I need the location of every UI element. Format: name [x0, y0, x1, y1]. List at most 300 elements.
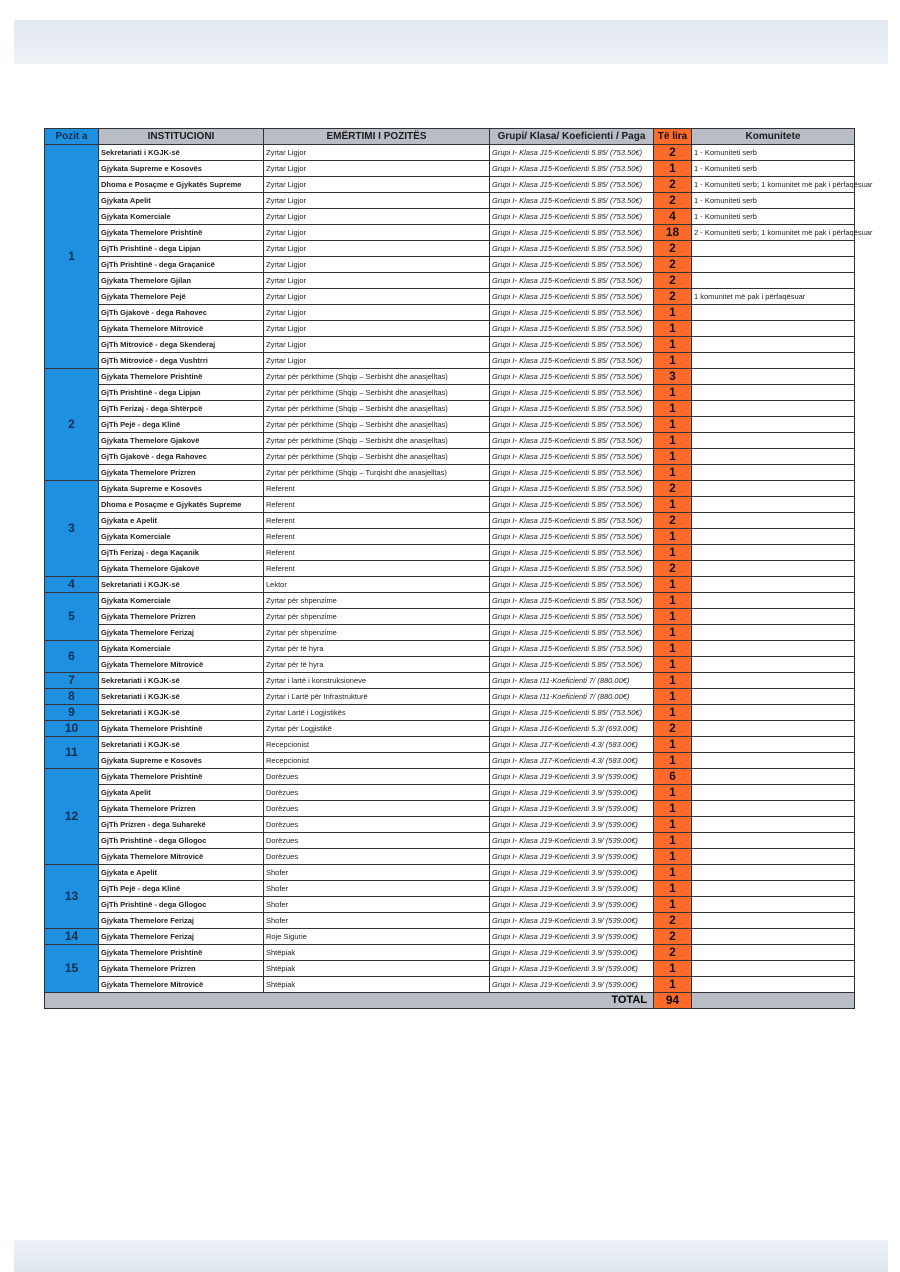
grade-salary-cell: Grupi I- Klasa J15-Koeficienti 5.85/ (753.50€) — [490, 273, 654, 289]
header-row — [45, 129, 855, 145]
table-row — [45, 769, 855, 785]
grade-salary-cell: Grupi I- Klasa J15-Koeficienti 5.85/ (753.50€) — [490, 225, 654, 241]
grade-salary-cell: Grupi I- Klasa J15-Koeficienti 5.85/ (753.50€) — [490, 289, 654, 305]
institucioni-cell: GjTh Pejë - dega Klinë — [99, 881, 264, 897]
position-title-cell: Zyrtar për përkthime (Shqip – Serbisht dhe anasjelltas) — [264, 417, 490, 433]
vacancies-count-cell: 1 — [654, 401, 692, 417]
position-number: 9 — [45, 705, 99, 721]
total-row — [45, 993, 855, 1009]
grade-salary-cell: Grupi I- Klasa J15-Koeficienti 5.85/ (753.50€) — [490, 705, 654, 721]
institucioni-cell: GjTh Ferizaj - dega Kaçanik — [99, 545, 264, 561]
vacancy-table — [44, 128, 873, 1009]
vacancies-count-cell: 2 — [654, 241, 692, 257]
vacancies-count-cell: 1 — [654, 609, 692, 625]
institucioni-cell: Gjykata Themelore Mitrovicë — [99, 321, 264, 337]
communities-cell: 1 - Komuniteti serb; 1 komunitet më pak i përfaqësuar — [692, 177, 855, 193]
position-title-cell: Zyrtar Ligjor — [264, 353, 490, 369]
grade-salary-cell: Grupi I- Klasa J15-Koeficienti 5.85/ (753.50€) — [490, 529, 654, 545]
vacancies-count-cell: 2 — [654, 481, 692, 497]
communities-cell — [692, 449, 855, 465]
grade-salary-cell: Grupi I- Klasa J19-Koeficienti 3.9/ (539.00€) — [490, 769, 654, 785]
position-title-cell: Zyrtar për përkthime (Shqip – Serbisht dhe anasjelltas) — [264, 449, 490, 465]
communities-cell: 1 - Komuniteti serb — [692, 193, 855, 209]
grade-salary-cell: Grupi I- Klasa I11-Koeficienti 7/ (880.00€) — [490, 673, 654, 689]
table-row — [45, 481, 855, 497]
grade-salary-cell: Grupi I- Klasa J17-Koeficienti 4.3/ (583.00€) — [490, 737, 654, 753]
table-row — [45, 833, 855, 849]
communities-cell: 1 - Komuniteti serb — [692, 145, 855, 161]
vacancies-count-cell: 1 — [654, 577, 692, 593]
table-row — [45, 241, 855, 257]
institucioni-cell: Gjykata Apelit — [99, 785, 264, 801]
grade-salary-cell: Grupi I- Klasa J15-Koeficienti 5.85/ (753.50€) — [490, 561, 654, 577]
grade-salary-cell: Grupi I- Klasa J15-Koeficienti 5.85/ (753.50€) — [490, 241, 654, 257]
institucioni-cell: Gjykata Supreme e Kosovës — [99, 481, 264, 497]
vacancies-count-cell: 1 — [654, 833, 692, 849]
position-number: 14 — [45, 929, 99, 945]
position-title-cell: Referent — [264, 529, 490, 545]
vacancies-count-cell: 2 — [654, 145, 692, 161]
vacancies-count-cell: 1 — [654, 497, 692, 513]
communities-cell — [692, 481, 855, 497]
communities-cell — [692, 929, 855, 945]
institucioni-cell: Gjykata Themelore Prizren — [99, 465, 264, 481]
vacancies-count-cell: 1 — [654, 385, 692, 401]
grade-salary-cell: Grupi I- Klasa J15-Koeficienti 5.85/ (753.50€) — [490, 657, 654, 673]
vacancies-count-cell: 2 — [654, 561, 692, 577]
grade-salary-cell: Grupi I- Klasa J15-Koeficienti 5.85/ (753.50€) — [490, 625, 654, 641]
vacancies-count-cell: 1 — [654, 625, 692, 641]
institucioni-cell: Gjykata Komerciale — [99, 529, 264, 545]
vacancies-count-cell: 1 — [654, 817, 692, 833]
position-title-cell: Recepcionist — [264, 737, 490, 753]
vacancies-count-cell: 1 — [654, 673, 692, 689]
table-row — [45, 545, 855, 561]
grade-salary-cell: Grupi I- Klasa J19-Koeficienti 3.9/ (539.00€) — [490, 801, 654, 817]
table-row — [45, 689, 855, 705]
institucioni-cell: Sekretariati i KGJK-së — [99, 673, 264, 689]
institucioni-cell: Dhoma e Posaçme e Gjykatës Supreme — [99, 497, 264, 513]
table-row — [45, 177, 855, 193]
position-number: 2 — [45, 369, 99, 481]
grade-salary-cell: Grupi I- Klasa J15-Koeficienti 5.85/ (753.50€) — [490, 433, 654, 449]
position-title-cell: Zyrtar për shpenzime — [264, 593, 490, 609]
institucioni-cell: GjTh Prishtinë - dega Gllogoc — [99, 833, 264, 849]
table-row — [45, 369, 855, 385]
position-title-cell: Zyrtar Ligjor — [264, 161, 490, 177]
position-title-cell: Shtëpiak — [264, 977, 490, 993]
position-number: 12 — [45, 769, 99, 865]
institucioni-cell: Gjykata Themelore Ferizaj — [99, 929, 264, 945]
vacancies-count-cell: 2 — [654, 193, 692, 209]
total-value: 94 — [654, 993, 692, 1009]
position-title-cell: Zyrtar për përkthime (Shqip – Serbisht dhe anasjelltas) — [264, 369, 490, 385]
communities-cell — [692, 945, 855, 961]
vacancies-count-cell: 6 — [654, 769, 692, 785]
position-title-cell: Zyrtar Ligjor — [264, 145, 490, 161]
position-title-cell: Referent — [264, 497, 490, 513]
table-row — [45, 193, 855, 209]
institucioni-cell: Gjykata Themelore Prizren — [99, 609, 264, 625]
vacancies-count-cell: 2 — [654, 913, 692, 929]
position-title-cell: Zyrtar Ligjor — [264, 193, 490, 209]
table-row — [45, 145, 855, 161]
communities-cell — [692, 673, 855, 689]
communities-cell: 2 - Komuniteti serb; 1 komunitet më pak i përfaqësuar — [692, 225, 855, 241]
institucioni-cell: Gjykata Themelore Prishtinë — [99, 769, 264, 785]
communities-cell — [692, 337, 855, 353]
communities-cell — [692, 369, 855, 385]
grade-salary-cell: Grupi I- Klasa J15-Koeficienti 5.85/ (753.50€) — [490, 177, 654, 193]
position-number: 10 — [45, 721, 99, 737]
communities-cell — [692, 545, 855, 561]
vacancies-count-cell: 1 — [654, 465, 692, 481]
communities-cell: 1 komunitet më pak i përfaqësuar — [692, 289, 855, 305]
grade-salary-cell: Grupi I- Klasa J15-Koeficienti 5.85/ (753.50€) — [490, 449, 654, 465]
institucioni-cell: GjTh Pejë - dega Klinë — [99, 417, 264, 433]
total-label: TOTAL — [45, 993, 654, 1009]
communities-cell — [692, 561, 855, 577]
position-title-cell: Shofer — [264, 897, 490, 913]
table-row — [45, 305, 855, 321]
grade-salary-cell: Grupi I- Klasa I11-Koeficienti 7/ (880.00€) — [490, 689, 654, 705]
position-title-cell: Zyrtar i lartë i konstruksioneve — [264, 673, 490, 689]
institucioni-cell: Sekretariati i KGJK-së — [99, 689, 264, 705]
position-title-cell: Shtëpiak — [264, 945, 490, 961]
institucioni-cell: Gjykata Themelore Gjilan — [99, 273, 264, 289]
institucioni-cell: Gjykata Supreme e Kosovës — [99, 753, 264, 769]
table-row — [45, 577, 855, 593]
vacancies-count-cell: 3 — [654, 369, 692, 385]
table-row — [45, 465, 855, 481]
position-number: 5 — [45, 593, 99, 641]
vacancies-count-cell: 1 — [654, 801, 692, 817]
vacancies-count-cell: 1 — [654, 881, 692, 897]
position-title-cell: Zyrtar Ligjor — [264, 289, 490, 305]
position-title-cell: Zyrtar Ligjor — [264, 177, 490, 193]
position-title-cell: Dorëzues — [264, 833, 490, 849]
vacancies-count-cell: 1 — [654, 593, 692, 609]
institucioni-cell: Gjykata Themelore Mitrovicë — [99, 657, 264, 673]
communities-cell: 1 - Komuniteti serb — [692, 209, 855, 225]
table-row — [45, 337, 855, 353]
communities-cell — [692, 657, 855, 673]
table-row — [45, 961, 855, 977]
grade-salary-cell: Grupi I- Klasa J19-Koeficienti 3.9/ (539.00€) — [490, 881, 654, 897]
grade-salary-cell: Grupi I- Klasa J15-Koeficienti 5.85/ (753.50€) — [490, 321, 654, 337]
vacancies-count-cell: 2 — [654, 177, 692, 193]
grade-salary-cell: Grupi I- Klasa J19-Koeficienti 3.9/ (539.00€) — [490, 929, 654, 945]
position-title-cell: Lektor — [264, 577, 490, 593]
communities-cell — [692, 721, 855, 737]
table-row — [45, 977, 855, 993]
grade-salary-cell: Grupi I- Klasa J19-Koeficienti 3.9/ (539.00€) — [490, 865, 654, 881]
vacancies-count-cell: 1 — [654, 337, 692, 353]
institucioni-cell: GjTh Mitrovicë - dega Skenderaj — [99, 337, 264, 353]
table-row — [45, 321, 855, 337]
vacancies-count-cell: 1 — [654, 977, 692, 993]
vacancies-count-cell: 1 — [654, 641, 692, 657]
communities-cell — [692, 785, 855, 801]
communities-cell — [692, 497, 855, 513]
position-title-cell: Shofer — [264, 881, 490, 897]
institucioni-cell: Gjykata Themelore Gjakovë — [99, 433, 264, 449]
communities-cell — [692, 833, 855, 849]
vacancies-count-cell: 1 — [654, 305, 692, 321]
position-title-cell: Referent — [264, 545, 490, 561]
position-title-cell: Zyrtar për shpenzime — [264, 625, 490, 641]
institucioni-cell: Gjykata Komerciale — [99, 209, 264, 225]
vacancies-count-cell: 1 — [654, 353, 692, 369]
grade-salary-cell: Grupi I- Klasa J15-Koeficienti 5.85/ (753.50€) — [490, 417, 654, 433]
institucioni-cell: Gjykata Themelore Mitrovicë — [99, 977, 264, 993]
table-row — [45, 849, 855, 865]
vacancies-count-cell: 2 — [654, 257, 692, 273]
institucioni-cell: Gjykata Themelore Prishtinë — [99, 369, 264, 385]
table-row — [45, 817, 855, 833]
position-title-cell: Referent — [264, 561, 490, 577]
grade-salary-cell: Grupi I- Klasa J15-Koeficienti 5.85/ (753.50€) — [490, 577, 654, 593]
position-title-cell: Zyrtar për shpenzime — [264, 609, 490, 625]
communities-cell — [692, 769, 855, 785]
institucioni-cell: Gjykata Themelore Ferizaj — [99, 913, 264, 929]
position-title-cell: Zyrtar Ligjor — [264, 337, 490, 353]
vacancies-count-cell: 1 — [654, 961, 692, 977]
header-pozita: Pozit a — [45, 129, 99, 145]
communities-cell — [692, 513, 855, 529]
vacancies-count-cell: 1 — [654, 705, 692, 721]
grade-salary-cell: Grupi I- Klasa J19-Koeficienti 3.9/ (539.00€) — [490, 897, 654, 913]
position-title-cell: Zyrtar për të hyra — [264, 641, 490, 657]
grade-salary-cell: Grupi I- Klasa J19-Koeficienti 3.9/ (539.00€) — [490, 961, 654, 977]
grade-salary-cell: Grupi I- Klasa J15-Koeficienti 5.85/ (753.50€) — [490, 305, 654, 321]
communities-cell — [692, 273, 855, 289]
institucioni-cell: GjTh Prishtinë - dega Lipjan — [99, 241, 264, 257]
institucioni-cell: Gjykata Themelore Ferizaj — [99, 625, 264, 641]
vacancies-count-cell: 1 — [654, 865, 692, 881]
position-title-cell: Zyrtar Lartë i Logjistikës — [264, 705, 490, 721]
grade-salary-cell: Grupi I- Klasa J16-Koeficienti 5.3/ (693.00€) — [490, 721, 654, 737]
vacancies-count-cell: 1 — [654, 689, 692, 705]
position-number: 11 — [45, 737, 99, 769]
vacancies-count-cell: 2 — [654, 273, 692, 289]
vacancies-count-cell: 1 — [654, 321, 692, 337]
position-title-cell: Referent — [264, 481, 490, 497]
vacancies-count-cell: 4 — [654, 209, 692, 225]
table-row — [45, 273, 855, 289]
grade-salary-cell: Grupi I- Klasa J15-Koeficienti 5.85/ (753.50€) — [490, 481, 654, 497]
institucioni-cell: Gjykata Themelore Mitrovicë — [99, 849, 264, 865]
grade-salary-cell: Grupi I- Klasa J15-Koeficienti 5.85/ (753.50€) — [490, 209, 654, 225]
table-row — [45, 353, 855, 369]
table-row — [45, 289, 855, 305]
grade-salary-cell: Grupi I- Klasa J19-Koeficienti 3.9/ (539.00€) — [490, 785, 654, 801]
header-emertimi: EMËRTIMI I POZITËS — [264, 129, 490, 145]
table-row — [45, 705, 855, 721]
communities-cell — [692, 849, 855, 865]
table-row — [45, 593, 855, 609]
institucioni-cell: Gjykata Themelore Gjakovë — [99, 561, 264, 577]
grade-salary-cell: Grupi I- Klasa J15-Koeficienti 5.85/ (753.50€) — [490, 497, 654, 513]
institucioni-cell: GjTh Prishtinë - dega Gllogoc — [99, 897, 264, 913]
communities-cell — [692, 865, 855, 881]
communities-cell — [692, 705, 855, 721]
institucioni-cell: Gjykata Themelore Pejë — [99, 289, 264, 305]
table-row — [45, 801, 855, 817]
institucioni-cell: Gjykata Apelit — [99, 193, 264, 209]
institucioni-cell: Gjykata Komerciale — [99, 593, 264, 609]
grade-salary-cell: Grupi I- Klasa J15-Koeficienti 5.85/ (753.50€) — [490, 465, 654, 481]
scan-band-top — [14, 20, 888, 64]
table-row — [45, 785, 855, 801]
header-komunitete: Komunitete — [692, 129, 855, 145]
grade-salary-cell: Grupi I- Klasa J19-Koeficienti 3.9/ (539.00€) — [490, 849, 654, 865]
position-title-cell: Zyrtar Ligjor — [264, 225, 490, 241]
table-row — [45, 209, 855, 225]
table-row — [45, 561, 855, 577]
institucioni-cell: Sekretariati i KGJK-së — [99, 705, 264, 721]
grade-salary-cell: Grupi I- Klasa J15-Koeficienti 5.85/ (753.50€) — [490, 545, 654, 561]
grade-salary-cell: Grupi I- Klasa J15-Koeficienti 5.85/ (753.50€) — [490, 513, 654, 529]
vacancies-count-cell: 2 — [654, 929, 692, 945]
institucioni-cell: GjTh Mitrovicë - dega Vushtrri — [99, 353, 264, 369]
table-row — [45, 721, 855, 737]
communities-cell — [692, 737, 855, 753]
vacancies-count-cell: 1 — [654, 849, 692, 865]
position-title-cell: Zyrtar për përkthime (Shqip – Serbisht dhe anasjelltas) — [264, 385, 490, 401]
position-title-cell: Dorëzues — [264, 801, 490, 817]
communities-cell — [692, 977, 855, 993]
communities-cell — [692, 817, 855, 833]
table-row — [45, 737, 855, 753]
grade-salary-cell: Grupi I- Klasa J15-Koeficienti 5.85/ (753.50€) — [490, 257, 654, 273]
grade-salary-cell: Grupi I- Klasa J15-Koeficienti 5.85/ (753.50€) — [490, 337, 654, 353]
grade-salary-cell: Grupi I- Klasa J15-Koeficienti 5.85/ (753.50€) — [490, 145, 654, 161]
communities-cell — [692, 625, 855, 641]
communities-cell — [692, 401, 855, 417]
vacancies-count-cell: 1 — [654, 657, 692, 673]
position-title-cell: Zyrtar për Logjistikë — [264, 721, 490, 737]
position-number: 7 — [45, 673, 99, 689]
communities-cell — [692, 577, 855, 593]
institucioni-cell: Dhoma e Posaçme e Gjykatës Supreme — [99, 177, 264, 193]
institucioni-cell: Sekretariati i KGJK-së — [99, 145, 264, 161]
communities-cell — [692, 353, 855, 369]
table-row — [45, 865, 855, 881]
grade-salary-cell: Grupi I- Klasa J19-Koeficienti 3.9/ (539.00€) — [490, 833, 654, 849]
header-institucioni: INSTITUCIONI — [99, 129, 264, 145]
position-title-cell: Zyrtar për përkthime (Shqip – Serbisht dhe anasjelltas) — [264, 433, 490, 449]
institucioni-cell: Gjykata e Apelit — [99, 865, 264, 881]
vacancies-count-cell: 1 — [654, 449, 692, 465]
position-title-cell: Zyrtar Ligjor — [264, 257, 490, 273]
institucioni-cell: GjTh Gjakovë - dega Rahovec — [99, 305, 264, 321]
grade-salary-cell: Grupi I- Klasa J19-Koeficienti 3.9/ (539.00€) — [490, 817, 654, 833]
position-title-cell: Shtëpiak — [264, 961, 490, 977]
position-title-cell: Dorëzues — [264, 817, 490, 833]
communities-cell — [692, 241, 855, 257]
position-number: 15 — [45, 945, 99, 993]
communities-cell — [692, 753, 855, 769]
grade-salary-cell: Grupi I- Klasa J15-Koeficienti 5.85/ (753.50€) — [490, 353, 654, 369]
table-row — [45, 529, 855, 545]
institucioni-cell: Gjykata e Apelit — [99, 513, 264, 529]
institucioni-cell: GjTh Prizren - dega Suharekë — [99, 817, 264, 833]
grade-salary-cell: Grupi I- Klasa J15-Koeficienti 5.85/ (753.50€) — [490, 385, 654, 401]
grade-salary-cell: Grupi I- Klasa J15-Koeficienti 5.85/ (753.50€) — [490, 193, 654, 209]
communities-cell — [692, 897, 855, 913]
table-row — [45, 417, 855, 433]
vacancies-count-cell: 2 — [654, 289, 692, 305]
table-row — [45, 897, 855, 913]
position-title-cell: Dorëzues — [264, 769, 490, 785]
communities-cell — [692, 609, 855, 625]
table-row — [45, 753, 855, 769]
header-te-lira: Të lira — [654, 129, 692, 145]
grade-salary-cell: Grupi I- Klasa J15-Koeficienti 5.85/ (753.50€) — [490, 593, 654, 609]
vacancies-count-cell: 1 — [654, 529, 692, 545]
vacancies-count-cell: 18 — [654, 225, 692, 241]
grade-salary-cell: Grupi I- Klasa J15-Koeficienti 5.85/ (753.50€) — [490, 641, 654, 657]
grade-salary-cell: Grupi I- Klasa J17-Koeficienti 4.3/ (583.00€) — [490, 753, 654, 769]
institucioni-cell: Sekretariati i KGJK-së — [99, 737, 264, 753]
position-title-cell: Zyrtar për përkthime (Shqip – Turqisht dhe anasjelltas) — [264, 465, 490, 481]
table-row — [45, 657, 855, 673]
position-title-cell: Zyrtar Ligjor — [264, 321, 490, 337]
vacancies-count-cell: 1 — [654, 753, 692, 769]
scan-band-bottom — [14, 1240, 888, 1272]
position-title-cell: Zyrtar Ligjor — [264, 209, 490, 225]
institucioni-cell: Sekretariati i KGJK-së — [99, 577, 264, 593]
institucioni-cell: Gjykata Themelore Prizren — [99, 801, 264, 817]
grade-salary-cell: Grupi I- Klasa J19-Koeficienti 3.9/ (539.00€) — [490, 913, 654, 929]
communities-cell — [692, 881, 855, 897]
communities-cell — [692, 593, 855, 609]
position-title-cell: Shofer — [264, 865, 490, 881]
position-number: 1 — [45, 145, 99, 369]
position-title-cell: Zyrtar për të hyra — [264, 657, 490, 673]
grade-salary-cell: Grupi I- Klasa J19-Koeficienti 3.9/ (539.00€) — [490, 945, 654, 961]
vacancies-count-cell: 2 — [654, 945, 692, 961]
table-row — [45, 881, 855, 897]
table-row — [45, 385, 855, 401]
communities-cell — [692, 689, 855, 705]
vacancies-count-cell: 1 — [654, 897, 692, 913]
table-row — [45, 913, 855, 929]
vacancies-count-cell: 1 — [654, 545, 692, 561]
position-title-cell: Zyrtar Ligjor — [264, 305, 490, 321]
communities-cell: 1 - Komuniteti serb — [692, 161, 855, 177]
position-number: 6 — [45, 641, 99, 673]
position-title-cell: Referent — [264, 513, 490, 529]
institucioni-cell: GjTh Prishtinë - dega Lipjan — [99, 385, 264, 401]
position-title-cell: Zyrtar për përkthime (Shqip – Serbisht dhe anasjelltas) — [264, 401, 490, 417]
communities-cell — [692, 801, 855, 817]
vacancies-count-cell: 1 — [654, 433, 692, 449]
position-title-cell: Zyrtar i Lartë për Infrastrukturë — [264, 689, 490, 705]
table-row — [45, 609, 855, 625]
position-number: 4 — [45, 577, 99, 593]
position-number: 13 — [45, 865, 99, 929]
vacancies-count-cell: 1 — [654, 785, 692, 801]
institucioni-cell: Gjykata Themelore Prishtinë — [99, 721, 264, 737]
grade-salary-cell: Grupi I- Klasa J15-Koeficienti 5.85/ (753.50€) — [490, 609, 654, 625]
table-row — [45, 161, 855, 177]
grade-salary-cell: Grupi I- Klasa J15-Koeficienti 5.85/ (753.50€) — [490, 369, 654, 385]
institucioni-cell: Gjykata Themelore Prishtinë — [99, 225, 264, 241]
position-title-cell: Zyrtar Ligjor — [264, 241, 490, 257]
table-row — [45, 945, 855, 961]
